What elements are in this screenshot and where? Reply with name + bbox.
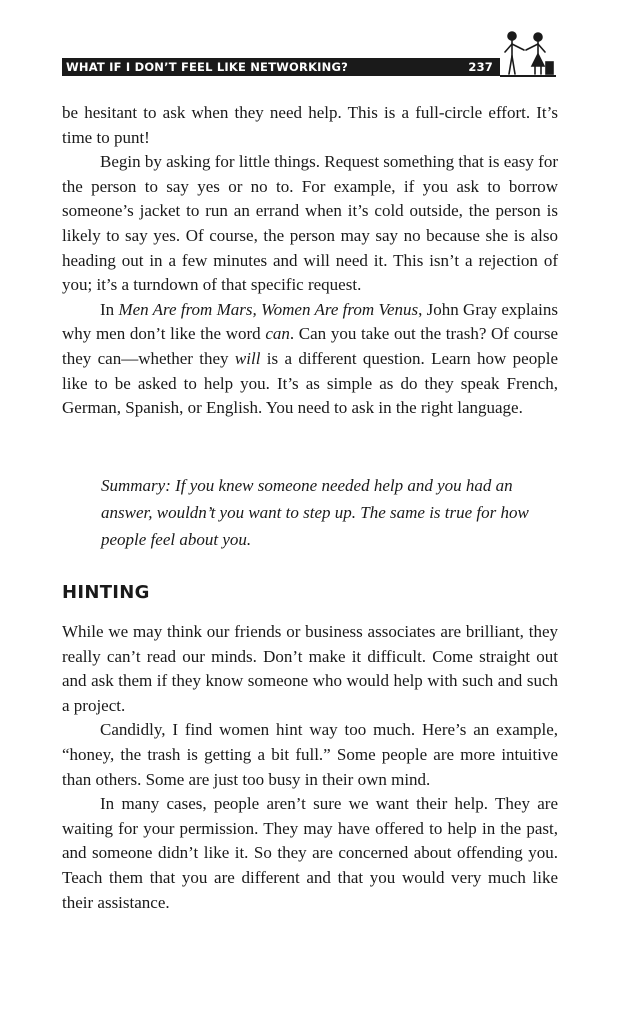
text-run: . Can you take out the trash? Of course they can—whether they (62, 324, 558, 368)
paragraph: While we may think our friends or business associates are brilliant, they really can’t read our minds. Don’t make it difficult. Come straight out and ask them if they know someone who would help with such and such a project. (62, 622, 558, 715)
text-run: , John Gray explains why men don’t like the word (62, 299, 558, 344)
emphasis-will: will (234, 348, 261, 368)
body-text-bottom (62, 620, 558, 915)
chapter-title: WHAT IF I DON’T FEEL LIKE NETWORKING? (66, 60, 348, 74)
page-number: 237 (468, 60, 493, 74)
paragraph: Begin by asking for little things. Request something that is easy for the person to say yes or no to. For example, if you ask to borrow someone’s jacket to run an errand when it’s cold outside, the person is likely to say yes. Of course, the person may say no because she is also heading out in a few minutes and will need it. This isn’t a rejection of you; it’s a turndown of that specific request. (62, 152, 558, 295)
book-title: Men Are from Mars, Women Are from Venus (118, 299, 419, 319)
body-text-top (62, 101, 558, 421)
paragraph: In many cases, people aren’t sure we want their help. They are waiting for your permission. They may have offered to help in the past, and someone didn’t like it. So they are concerned about offending you. Teach them that you are different and that you would very much like their assistance. (62, 794, 558, 912)
summary-callout (101, 472, 541, 553)
running-header (62, 58, 500, 76)
text-run: is a different question. Learn how people like to be asked to help you. It’s as simple as do they speak French, German, Spanish, or English. You need to ask in the right language. (62, 348, 558, 418)
summary-text: Summary: If you knew someone needed help and you had an answer, wouldn’t you want to step up. The same is true for how people feel about you. (101, 476, 529, 549)
paragraph (62, 298, 558, 421)
paragraph: Candidly, I find women hint way too much. Here’s an example, “honey, the trash is getting a bit full.” Some people are more intuitive than others. Some are just too busy in their own mind. (62, 720, 558, 789)
paragraph: be hesitant to ask when they need help. This is a full-circle effort. It’s time to punt! (62, 103, 558, 147)
two-people-handshake-icon (500, 30, 556, 76)
section-heading: HINTING (62, 582, 150, 603)
text-run: In (100, 299, 119, 319)
emphasis-can: can (265, 324, 290, 344)
